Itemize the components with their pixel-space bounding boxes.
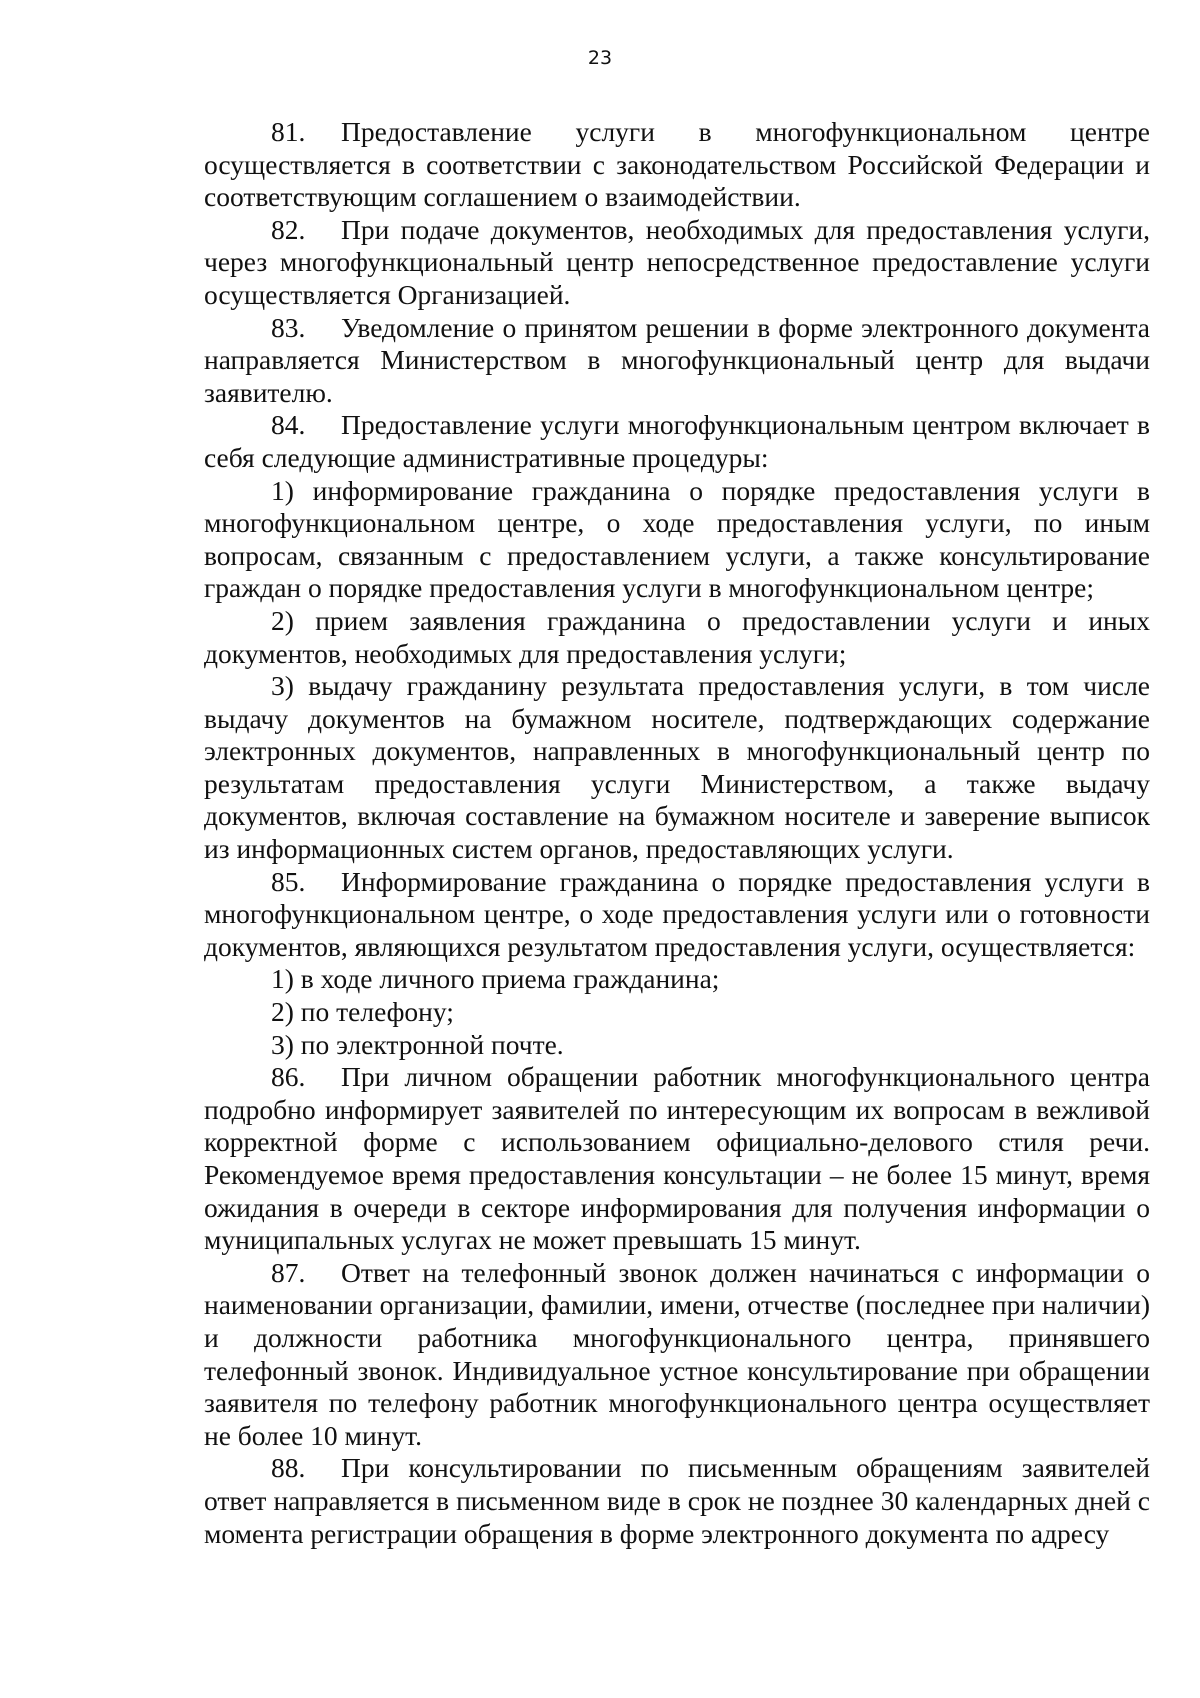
paragraph-text: Предоставление услуги многофункциональным центром включает в себя следующие административные процедуры:: [204, 409, 1150, 473]
paragraph-84: [204, 409, 1150, 474]
list-item-84-2: [204, 605, 1150, 670]
paragraph-86: [204, 1061, 1150, 1257]
paragraph-87: [204, 1257, 1150, 1453]
list-item-text: 1) в ходе личного приема гражданина;: [271, 963, 720, 995]
document-body: [204, 116, 1150, 1550]
paragraph-83: [204, 312, 1150, 410]
list-item-text: 3) выдачу гражданину результата предоставления услуги, в том числе выдачу документов на бумажном носителе, подтверждающих содержание электронных документов, направленных в многофункциональный центр по результатам предоставления услуги Министерством, а также выдачу документов, включая составление на бумажном носителе и заверение выписок из информационных систем органов, предоставляющих услуги.: [204, 670, 1150, 865]
list-item-85-2: [204, 996, 1150, 1029]
paragraph-number: 85.: [271, 865, 306, 897]
paragraph-text: При подаче документов, необходимых для предоставления услуги, через многофункциональный центр непосредственное предоставление услуги осуществляется Организацией.: [204, 213, 1150, 310]
paragraph-text: Уведомление о принятом решении в форме электронного документа направляется Министерством в многофункциональный центр для выдачи заявителю.: [204, 311, 1150, 408]
paragraph-82: [204, 214, 1150, 312]
list-item-text: 2) прием заявления гражданина о предоставлении услуги и иных документов, необходимых для предоставления услуги;: [204, 604, 1150, 669]
paragraph-88: [204, 1452, 1150, 1550]
paragraph-number: 82.: [271, 213, 306, 245]
list-item-text: 1) информирование гражданина о порядке предоставления услуги в многофункциональном центре, о ходе предоставления услуги, по иным вопросам, связанным с предоставлением услуги, а также консультирование граждан о порядке предоставления услуги в многофункциональном центре;: [204, 474, 1150, 604]
paragraph-number: 81.: [271, 116, 306, 147]
list-item-85-1: [204, 963, 1150, 996]
list-item-84-1: [204, 475, 1150, 605]
list-item-text: 2) по телефону;: [271, 996, 454, 1028]
paragraph-number: 87.: [271, 1256, 306, 1288]
paragraph-number: 86.: [271, 1061, 306, 1093]
paragraph-text: При личном обращении работник многофункционального центра подробно информирует заявителей по интересующим их вопросам в вежливой корректной форме с использованием официально-делового стиля речи. Рекомендуемое время предоставления консультации – не более 15 минут, время ожидания в очереди в секторе информирования для получения информации о муниципальных услугах не может превышать 15 минут.: [204, 1061, 1150, 1256]
list-item-text: 3) по электронной почте.: [271, 1028, 564, 1060]
paragraph-text: Предоставление услуги в многофункциональном центре осуществляется в соответствии с законодательством Российской Федерации и соответствующим соглашением о взаимодействии.: [204, 116, 1150, 213]
paragraph-text: Ответ на телефонный звонок должен начинаться с информации о наименовании организации, фамилии, имени, отчестве (последнее при наличии) и должности работника многофункционального центра, принявшего телефонный звонок. Индивидуальное устное консультирование при обращении заявителя по телефону работник многофункционального центра осуществляет не более 10 минут.: [204, 1256, 1150, 1451]
paragraph-number: 88.: [271, 1452, 306, 1484]
list-item-85-3: [204, 1029, 1150, 1062]
paragraph-number: 83.: [271, 311, 306, 343]
list-item-84-3: [204, 670, 1150, 866]
paragraph-text: Информирование гражданина о порядке предоставления услуги в многофункциональном центре, о ходе предоставления услуги или о готовности документов, являющихся результатом предоставления услуги, осуществляется:: [204, 865, 1150, 962]
paragraph-text: При консультировании по письменным обращениям заявителей ответ направляется в письменном виде в срок не позднее 30 календарных дней с момента регистрации обращения в форме электронного документа по адресу: [204, 1452, 1150, 1549]
paragraph-81: [204, 116, 1150, 214]
page-number: 23: [587, 47, 613, 69]
paragraph-number: 84.: [271, 409, 306, 441]
paragraph-85: [204, 866, 1150, 964]
